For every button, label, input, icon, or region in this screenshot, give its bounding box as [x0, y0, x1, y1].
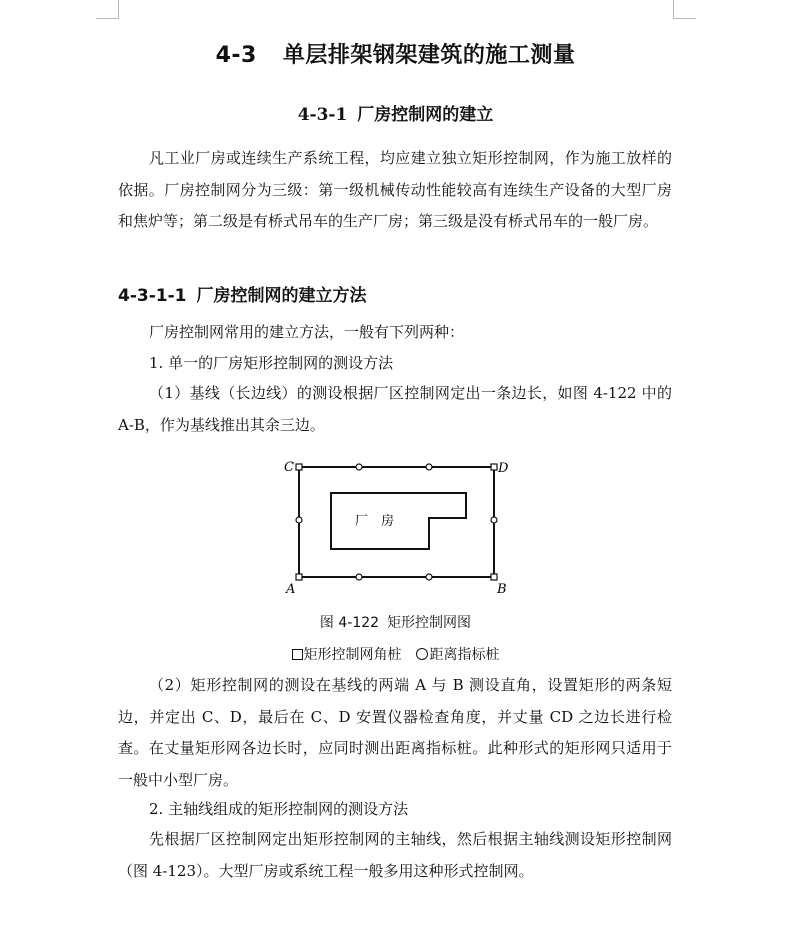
subsubsection-heading — [118, 281, 366, 306]
step1-paragraph: （1）基线（长边线）的测设根据厂区控制网定出一条边长，如图 4-122 中的 A-B，作为基线推出其余三边。 — [118, 384, 672, 434]
building-outline — [331, 493, 466, 549]
page-corner-mark-left — [96, 0, 119, 19]
figure-legend — [0, 644, 791, 664]
legend-corner-stake: 矩形控制网角桩 — [303, 647, 402, 663]
control-rectangle — [299, 467, 494, 577]
label-d: D — [498, 461, 509, 476]
label-c: C — [284, 460, 294, 475]
page-corner-mark-right — [673, 0, 696, 19]
legend-distance-stake: 距离指标桩 — [429, 647, 500, 663]
figure-drawing — [281, 455, 511, 600]
distance-stake — [296, 517, 302, 523]
building-label: 厂 房 — [355, 514, 395, 529]
step2-paragraph: （2）矩形控制网的测设在基线的两端 A 与 B 测设直角，设置矩形的两条短边，并定出 C、D，最后在 C、D 安置仪器检查角度，并丈量 CD 之边长进行检查。在丈量矩形网各边长时，应同时测出距离指标桩。此种形式的矩形网只适用于一般中小型厂房。 — [118, 676, 672, 789]
subsection-number: 4-3-1 — [297, 105, 348, 125]
corner-stake-a — [296, 574, 302, 580]
methods-intro: 厂房控制网常用的建立方法，一般有下列两种： — [149, 323, 465, 341]
subsection-title: 厂房控制网的建立 — [357, 105, 494, 125]
label-b: B — [497, 582, 507, 597]
intro-paragraph: 凡工业厂房或连续生产系统工程，均应建立独立矩形控制网，作为施工放样的依据。厂房控制网分为三级：第一级机械传动性能较高有连续生产设备的大型厂房和焦炉等；第二级是有桥式吊车的生产厂房；第三级是没有桥式吊车的一般厂房。 — [118, 149, 672, 230]
corner-stake-d — [491, 464, 497, 470]
subsubsection-title: 厂房控制网的建立方法 — [196, 286, 367, 306]
subsubsection-number: 4-3-1-1 — [118, 286, 187, 306]
method1-title: 1. 单一的厂房矩形控制网的测设方法 — [149, 354, 394, 372]
corner-stake-c — [296, 464, 302, 470]
figure-caption — [0, 612, 791, 632]
subsection-heading — [0, 100, 791, 125]
section-number: 4-3 — [215, 43, 257, 68]
section-title: 单层排架钢架建筑的施工测量 — [282, 43, 576, 68]
rectangular-control-network-figure — [281, 455, 511, 600]
corner-stake-b — [491, 574, 497, 580]
label-a: A — [286, 582, 296, 597]
distance-stake — [426, 574, 432, 580]
circle-stake-icon — [416, 648, 428, 660]
distance-stake — [426, 464, 432, 470]
figure-caption-number: 图 4-122 — [319, 615, 380, 631]
distance-stake — [356, 574, 362, 580]
distance-stake — [491, 517, 497, 523]
method2-paragraph: 先根据厂区控制网定出矩形控制网的主轴线，然后根据主轴线测设矩形控制网（图 4-123）。大型厂房或系统工程一般多用这种形式控制网。 — [118, 830, 672, 880]
section-heading — [0, 38, 791, 69]
method2-title: 2. 主轴线组成的矩形控制网的测设方法 — [149, 800, 409, 818]
square-stake-icon — [292, 649, 303, 660]
figure-caption-title: 矩形控制网图 — [387, 615, 472, 631]
distance-stake — [356, 464, 362, 470]
